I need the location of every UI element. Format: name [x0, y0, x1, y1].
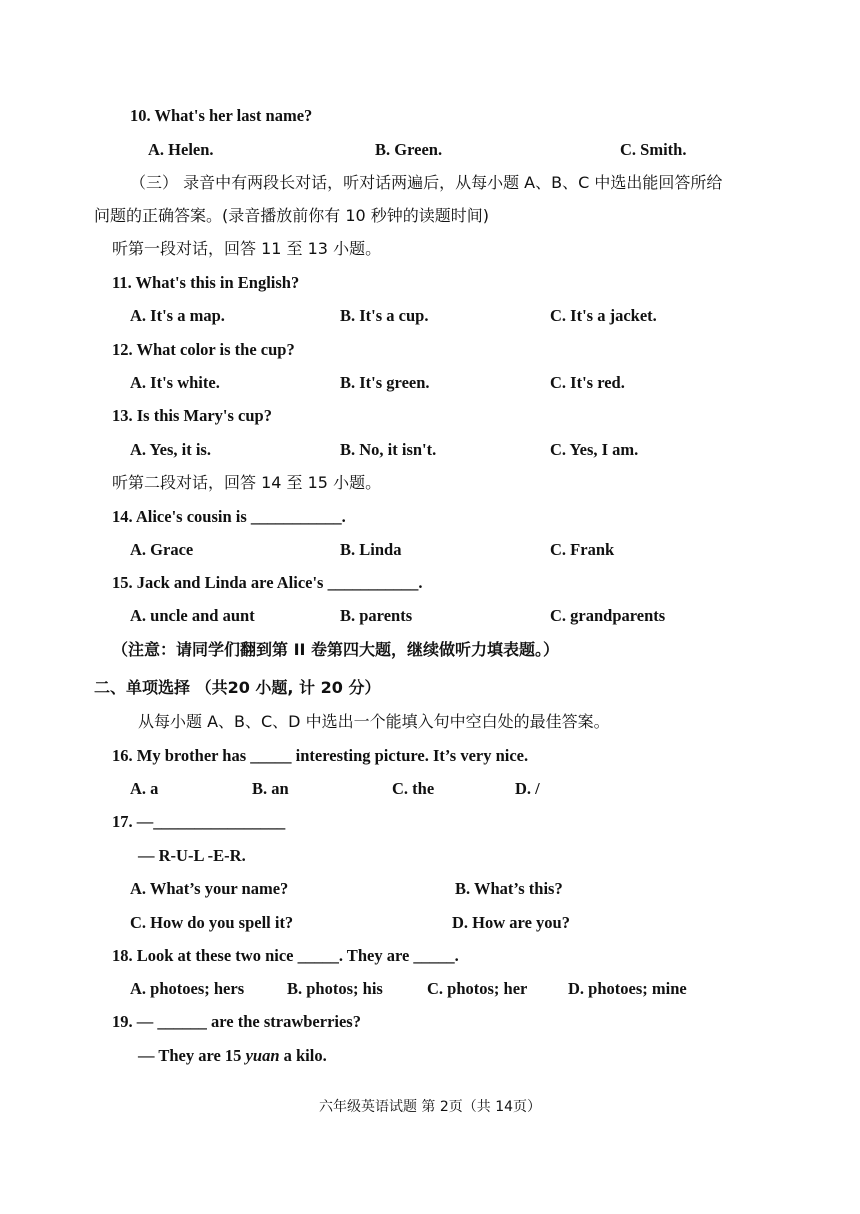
q13-option-b: B. No, it isn't.	[340, 440, 437, 459]
q19-reply	[138, 1046, 327, 1066]
page-footer: 六年级英语试题 第 2页（共 14页）	[318, 1099, 542, 1115]
q16-option-a: A. a	[130, 779, 159, 798]
q17-option-b: B. What’s this?	[455, 879, 563, 898]
q14-option-c: C. Frank	[550, 540, 615, 559]
question-18: 18. Look at these two nice _____. They are _____.	[112, 946, 459, 965]
q12-option-c: C. It's red.	[550, 373, 625, 392]
q15-option-a: A. uncle and aunt	[130, 606, 255, 625]
q12-option-a: A. It's white.	[130, 373, 220, 392]
q10-option-b: B. Green.	[375, 140, 443, 159]
section2-title: 二、单项选择 （共20 小题, 计 20 分）	[94, 678, 381, 697]
question-13: 13. Is this Mary's cup?	[112, 406, 272, 425]
question-16: 16. My brother has _____ interesting picture. It’s very nice.	[112, 746, 529, 765]
q17-option-a: A. What’s your name?	[130, 879, 289, 898]
q18-option-c: C. photos; her	[427, 979, 528, 998]
q12-option-b: B. It's green.	[340, 373, 430, 392]
part3-instruction-line2: 问题的正确答案。(录音播放前你有 10 秒钟的读题时间)	[94, 206, 490, 225]
q13-option-c: C. Yes, I am.	[550, 440, 639, 459]
q15-option-b: B. parents	[340, 606, 413, 625]
q16-option-c: C. the	[392, 779, 435, 798]
q11-option-b: B. It's a cup.	[340, 306, 429, 325]
question-14: 14. Alice's cousin is ___________.	[112, 507, 346, 526]
q18-option-d: D. photoes; mine	[568, 979, 687, 998]
q14-option-b: B. Linda	[340, 540, 402, 559]
question-17: 17. —________________	[112, 812, 286, 831]
question-11: 11. What's this in English?	[112, 273, 300, 292]
question-12: 12. What color is the cup?	[112, 340, 295, 359]
part3-instruction-line1: （三） 录音中有两段长对话，听对话两遍后，从每小题 A、B、C 中选出能回答所给	[130, 173, 723, 192]
q15-option-c: C. grandparents	[550, 606, 666, 625]
q17-option-c: C. How do you spell it?	[130, 913, 294, 932]
q13-option-a: A. Yes, it is.	[130, 440, 211, 459]
question-15: 15. Jack and Linda are Alice's ___________.	[112, 573, 423, 592]
q10-option-a: A. Helen.	[148, 140, 214, 159]
question-10: 10. What's her last name?	[130, 106, 313, 125]
q11-option-a: A. It's a map.	[130, 306, 225, 325]
q18-option-b: B. photos; his	[287, 979, 383, 998]
q17-reply: — R-U-L -E-R.	[138, 846, 246, 865]
section2-instruction: 从每小题 A、B、C、D 中选出一个能填入句中空白处的最佳答案。	[138, 712, 610, 731]
q19-reply-pre: — They are 15	[138, 1046, 246, 1065]
dialog2-instruction: 听第二段对话，回答 14 至 15 小题。	[112, 473, 382, 492]
question-19: 19. — ______ are the strawberries?	[112, 1012, 361, 1031]
q19-reply-post: a kilo.	[279, 1046, 327, 1065]
q16-option-b: B. an	[252, 779, 289, 798]
q19-reply-italic: yuan	[245, 1046, 280, 1065]
dialog1-instruction: 听第一段对话，回答 11 至 13 小题。	[112, 239, 382, 258]
q16-option-d: D. /	[515, 779, 540, 798]
q17-option-d: D. How are you?	[452, 913, 570, 932]
q14-option-a: A. Grace	[130, 540, 194, 559]
q10-option-c: C. Smith.	[620, 140, 687, 159]
q11-option-c: C. It's a jacket.	[550, 306, 657, 325]
q18-option-a: A. photoes; hers	[130, 979, 245, 998]
listening-note: （注意：请同学们翻到第 II 卷第四大题，继续做听力填表题。）	[112, 640, 560, 659]
